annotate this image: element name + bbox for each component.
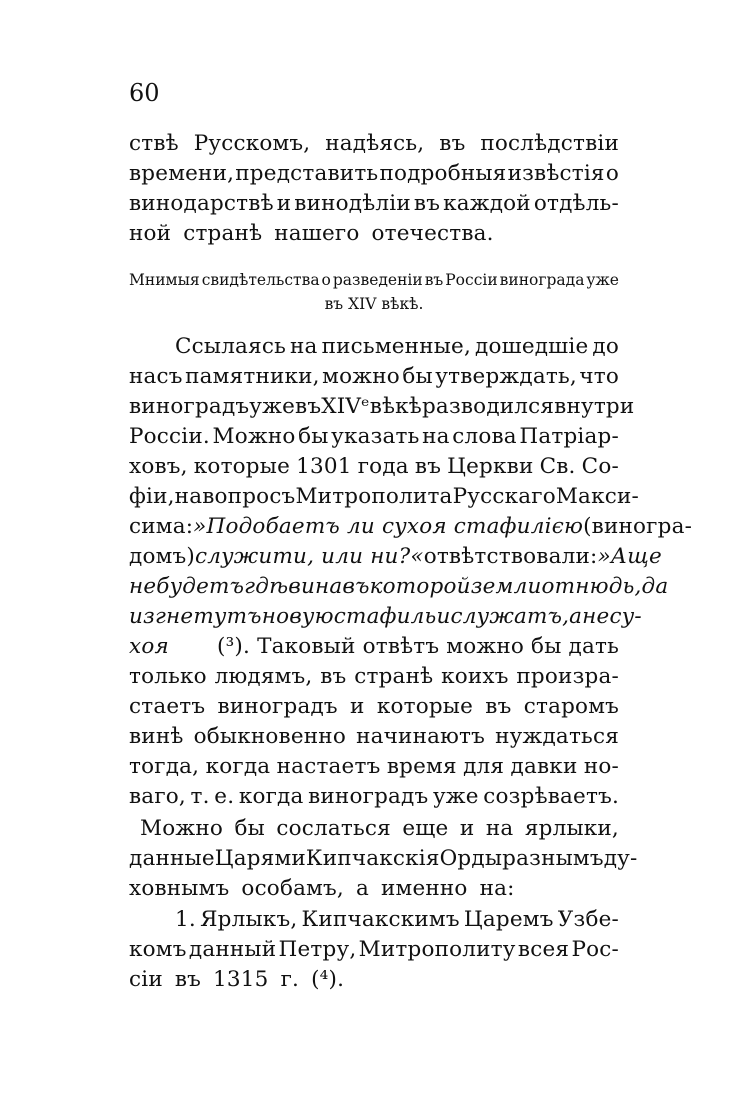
word: новую (261, 604, 334, 629)
text-line (129, 601, 642, 633)
text-run: сима: (129, 514, 194, 539)
word: извѣстія (507, 161, 605, 186)
text-line (129, 661, 619, 693)
word: и (459, 816, 475, 841)
word: послѣдствіи (480, 131, 619, 156)
word: въ (295, 394, 322, 419)
word: виноградъ (129, 394, 250, 419)
text-line (129, 571, 669, 603)
word: г. (280, 967, 300, 992)
word: которые (193, 454, 290, 479)
word: су- (609, 604, 642, 629)
word: людямъ, (214, 664, 313, 689)
word: когда (238, 784, 304, 809)
word: ярлыки, (524, 816, 619, 841)
text-line (129, 964, 619, 996)
word: въ (413, 191, 441, 216)
word: XIVᵉ (321, 394, 370, 419)
word: отнюдь, (541, 574, 642, 599)
word: которые (376, 694, 474, 719)
word: Со- (581, 454, 619, 479)
word: Орды (439, 846, 503, 871)
word: уже (249, 394, 296, 419)
word: Рос- (571, 937, 619, 962)
quotation-italic: служити, или ни?« (194, 544, 424, 569)
word: фіи, (129, 484, 175, 509)
word: Россіи. (129, 424, 210, 449)
word: Церкви (447, 454, 534, 479)
word: на (485, 816, 514, 841)
word: въ (342, 574, 370, 599)
word: гдѣ (244, 574, 289, 599)
word: винѣ (129, 724, 184, 749)
word: которой (369, 574, 471, 599)
word: письменные, (321, 334, 472, 359)
word: Ярлыкъ, (200, 907, 298, 932)
word: начинаютъ (356, 724, 486, 749)
word: Кипчакскія (305, 846, 440, 871)
word: Русскомъ, (193, 131, 311, 156)
text-line (175, 904, 619, 936)
word: года (357, 454, 409, 479)
word: а (569, 604, 583, 629)
word: и (350, 694, 365, 719)
word: произра- (516, 664, 619, 689)
text-line (129, 158, 619, 190)
word: на: (479, 876, 515, 901)
word: слова (452, 424, 517, 449)
word: винограда (499, 271, 585, 289)
word: данные (129, 846, 215, 871)
word: ваго, (129, 784, 186, 809)
word: въ (320, 664, 347, 689)
word: вина (288, 574, 343, 599)
section-heading-line: въ XIV вѣкѣ. (324, 295, 424, 313)
text-line (129, 218, 619, 250)
text-line (175, 331, 619, 363)
word: 1. (175, 907, 196, 932)
text-line (129, 721, 619, 753)
word: коихъ (441, 664, 509, 689)
word: дошедшіе (475, 334, 589, 359)
word: уже (586, 271, 619, 289)
word: странѣ (183, 221, 263, 246)
word: внутри (554, 394, 635, 419)
word: Св. (539, 454, 576, 479)
text-line (129, 541, 662, 573)
word: Петру, (278, 937, 357, 962)
word: сіи (129, 967, 163, 992)
text-line (129, 481, 639, 513)
word: Ссылаясь (175, 334, 286, 359)
word: бы (298, 424, 329, 449)
word: да (641, 574, 669, 599)
word: 1301 (296, 454, 352, 479)
word: на (290, 334, 318, 359)
word: на (422, 424, 450, 449)
word: можно (322, 364, 400, 389)
word: когда (205, 754, 271, 779)
word: ховнымъ (129, 876, 230, 901)
word: въ (439, 131, 466, 156)
word: не (582, 604, 610, 629)
word: сослаться (276, 816, 391, 841)
word: Мнимыя (129, 271, 200, 289)
word: странѣ (354, 664, 434, 689)
text-run: (виногра- (583, 514, 693, 539)
word: надѣясь, (325, 131, 425, 156)
text-line (129, 631, 619, 663)
word: именно (380, 876, 468, 901)
text-line (129, 751, 619, 783)
word: до (592, 334, 619, 359)
word: ховъ, (129, 454, 188, 479)
word: въ (424, 271, 444, 289)
text-line (129, 843, 638, 875)
word: будетъ (156, 574, 245, 599)
word: Русскаго (452, 484, 556, 509)
text-line (129, 421, 619, 453)
word: указать (331, 424, 420, 449)
word: особамъ, (241, 876, 344, 901)
word: настаетъ (276, 754, 381, 779)
quotation-italic: »Аще (597, 544, 662, 569)
word: и (276, 191, 292, 216)
word: комъ (129, 937, 187, 962)
word: въ (174, 967, 202, 992)
word: обыкновенно (193, 724, 346, 749)
word: Царемъ (463, 907, 554, 932)
quotation-italic: хоя (129, 634, 169, 659)
word: на (174, 484, 203, 509)
word: что (579, 364, 619, 389)
text-line (129, 691, 619, 723)
word: о (321, 271, 331, 289)
page-number: 60 (129, 79, 160, 107)
text-line (129, 781, 619, 813)
word: отечества. (371, 221, 494, 246)
text-line (129, 361, 619, 393)
word: насъ (129, 364, 183, 389)
text-line (129, 391, 635, 423)
word: служатъ, (450, 604, 570, 629)
text-run: (³). Таковый отвѣтъ можно бы дать (217, 634, 619, 659)
word: въ (414, 454, 442, 479)
word: разводился (421, 394, 555, 419)
word: Кипчакскимъ (301, 907, 460, 932)
word: и (436, 604, 451, 629)
word: тогда, (129, 754, 200, 779)
word: виноградъ (217, 694, 338, 719)
word: разведеніи (332, 271, 423, 289)
word: т. (190, 784, 210, 809)
word: подробныя (379, 161, 507, 186)
word: 1315 (213, 967, 269, 992)
word: Митрополиту (358, 937, 516, 962)
word: не (129, 574, 157, 599)
word: въ (485, 694, 512, 719)
text-line (129, 188, 619, 220)
word: е. (214, 784, 235, 809)
text-line (140, 813, 619, 845)
word: памятники, (185, 364, 320, 389)
word: нашего (274, 221, 360, 246)
word: всея (517, 937, 570, 962)
word: давки (510, 754, 578, 779)
word: время (386, 754, 457, 779)
word: вопросъ (202, 484, 296, 509)
word: нуждаться (495, 724, 619, 749)
word: для (463, 754, 505, 779)
word: Можно (140, 816, 224, 841)
text-run: отвѣтствовали: (423, 544, 598, 569)
word: ду- (603, 846, 638, 871)
word: только (129, 664, 207, 689)
section-heading-line (129, 268, 619, 292)
word: данный (188, 937, 277, 962)
word: стафиль (333, 604, 437, 629)
quotation-italic: »Подобаетъ ли сухоя стафилією (193, 514, 584, 539)
word: представить (235, 161, 379, 186)
word: винодарствѣ (129, 191, 274, 216)
word: вѣкѣ (369, 394, 422, 419)
word: ствѣ (129, 131, 179, 156)
word: бы (402, 364, 433, 389)
word: уже (432, 784, 479, 809)
word: (⁴). (311, 967, 345, 992)
word: виноградъ (308, 784, 429, 809)
word: свидѣтельства (201, 271, 320, 289)
text-line (129, 873, 619, 905)
word: еще (402, 816, 449, 841)
word: старомъ (523, 694, 619, 719)
word: отдѣль- (533, 191, 619, 216)
word: утверждать, (435, 364, 577, 389)
word: земли (470, 574, 542, 599)
word: изгнетутъ (129, 604, 262, 629)
word: стаетъ (129, 694, 206, 719)
word: созрѣваетъ. (483, 784, 619, 809)
word: Россіи (445, 271, 498, 289)
word: Царями (214, 846, 306, 871)
word: Патріар- (519, 424, 619, 449)
word: ной (129, 221, 172, 246)
word: времени, (129, 161, 235, 186)
text-run: домъ) (129, 544, 195, 569)
word: Макси- (555, 484, 639, 509)
text-line (129, 511, 693, 543)
word: о (605, 161, 619, 186)
word: Узбе- (557, 907, 619, 932)
word: винодѣліи (294, 191, 411, 216)
word: Можно (212, 424, 296, 449)
word: но- (583, 754, 619, 779)
text-line (129, 128, 619, 160)
word: разнымъ (502, 846, 604, 871)
word: Митрополита (295, 484, 453, 509)
word: каждой (443, 191, 531, 216)
word: а (355, 876, 369, 901)
word: бы (234, 816, 265, 841)
text-line (129, 451, 619, 483)
text-line (129, 934, 619, 966)
